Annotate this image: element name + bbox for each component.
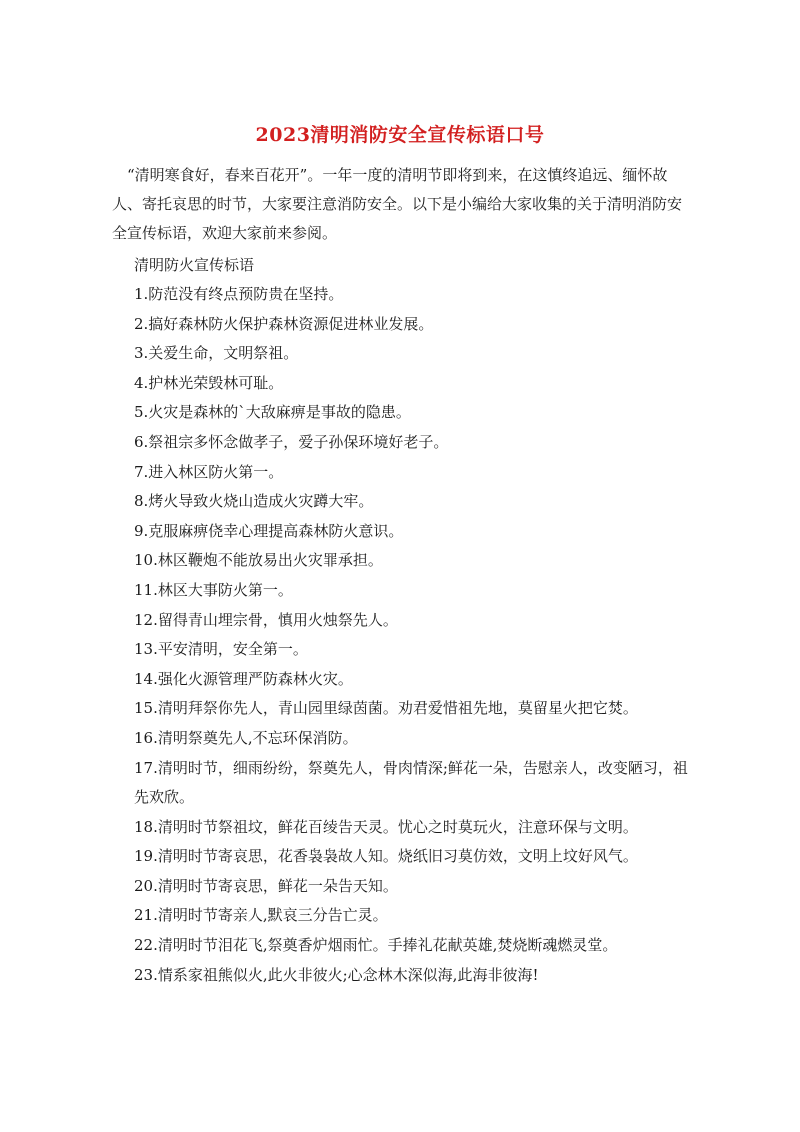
slogan-item: 6.祭祖宗多怀念做孝子，爱子孙保环境好老子。: [134, 432, 449, 451]
document-title: 2023清明消防安全宣传标语口号: [255, 124, 545, 146]
slogan-item: 18.清明时节祭祖坟，鲜花百绫告天灵。忧心之时莫玩火，注意环保与文明。: [134, 817, 638, 836]
slogan-item: 11.林区大事防火第一。: [134, 580, 293, 599]
slogan-item: 9.克服麻痹侥幸心理提高森林防火意识。: [134, 521, 404, 540]
slogan-item: 7.进入林区防火第一。: [134, 462, 284, 481]
slogan-item: 4.护林光荣毁林可耻。: [134, 373, 284, 392]
section-label: 清明防火宣传标语: [134, 256, 255, 274]
slogan-item: 1.防范没有终点预防贵在坚持。: [134, 285, 344, 303]
slogan-item: 3.关爱生命，文明祭祖。: [134, 344, 299, 363]
slogan-item: 16.清明祭奠先人,不忘环保消防。: [134, 728, 358, 747]
slogan-list: [112, 280, 688, 990]
slogan-item: 17.清明时节，细雨纷纷，祭奠先人，骨肉情深;鲜花一朵，告慰亲人，改变陋习，祖先欢欣。: [134, 758, 688, 807]
slogan-item: 19.清明时节寄哀思，花香袅袅故人知。烧纸旧习莫仿效，文明上坟好风气。: [134, 847, 638, 866]
slogan-item: 2.搞好森林防火保护森林资源促进林业发展。: [134, 314, 434, 333]
intro-paragraph: “清明寒食好，春来百花开”。一年一度的清明节即将到来，在这慎终追远、缅怀故人、寄托哀思的时节，大家要注意消防安全。以下是小编给大家收集的关于清明消防安全宣传标语，欢迎大家前来参阅。: [112, 166, 683, 242]
slogan-item: 12.留得青山埋宗骨，慎用火烛祭先人。: [134, 610, 398, 629]
slogan-item: 23.情系家祖熊似火,此火非彼火;心念林木深似海,此海非彼海!: [134, 965, 539, 984]
slogan-item: 8.烤火导致火烧山造成火灾蹲大牢。: [134, 492, 374, 511]
slogan-item: 15.清明拜祭你先人，青山园里绿茵菌。劝君爱惜祖先地，莫留星火把它焚。: [134, 699, 638, 718]
slogan-item: 5.火灾是森林的`大敌麻痹是事故的隐患。: [134, 403, 411, 422]
slogan-item: 13.平安清明，安全第一。: [134, 640, 308, 659]
slogan-item: 20.清明时节寄哀思，鲜花一朵告天知。: [134, 876, 398, 895]
slogan-item: 10.林区鞭炮不能放易出火灾罪承担。: [134, 551, 383, 570]
slogan-item: 14.强化火源管理严防森林火灾。: [134, 669, 353, 688]
slogan-item: 21.清明时节寄亲人,默哀三分告亡灵。: [134, 906, 388, 925]
slogan-item: 22.清明时节泪花飞,祭奠香炉烟雨忙。手捧礼花献英雄,焚烧断魂燃灵堂。: [134, 936, 618, 955]
